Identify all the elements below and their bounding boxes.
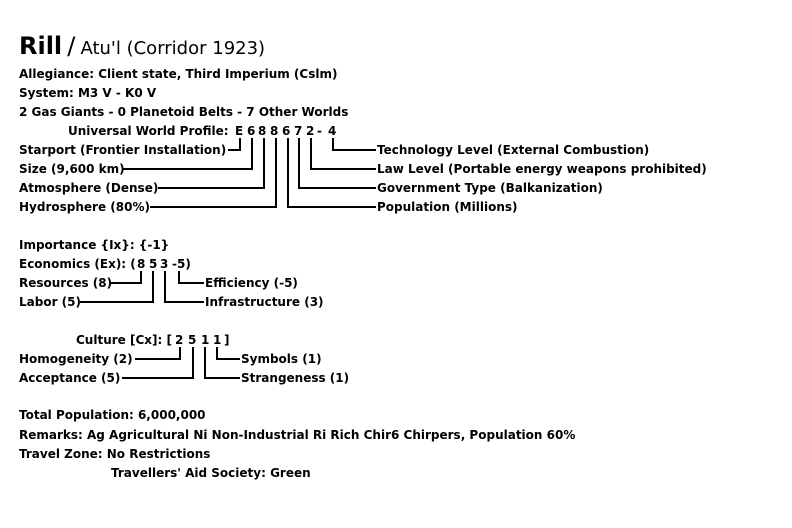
strangeness-connector — [205, 348, 239, 378]
uwp-atmosphere-code: 8 — [258, 124, 267, 138]
starport-connector — [229, 139, 240, 150]
allegiance: Allegiance: Client state, Third Imperium (Cslm) — [19, 67, 338, 81]
size-label: Size (9,600 km) — [19, 162, 125, 176]
labor-connector — [81, 272, 153, 302]
economics-resources-code: 8 — [137, 257, 146, 271]
uwp-government-code: 7 — [294, 124, 303, 138]
infrastructure-label: Infrastructure (3) — [205, 295, 324, 309]
uwp-label: Universal World Profile: — [68, 124, 229, 138]
law-level-connector — [311, 139, 375, 169]
economics-infrastructure-code: 3 — [160, 257, 169, 271]
acceptance-label: Acceptance (5) — [19, 371, 121, 385]
culture-close-bracket: ] — [224, 333, 230, 347]
law-level-label: Law Level (Portable energy weapons prohibited) — [377, 162, 707, 176]
atmosphere-connector — [159, 139, 264, 188]
culture-symbols-code: 1 — [213, 333, 222, 347]
hydrosphere-label: Hydrosphere (80%) — [19, 200, 150, 214]
atmosphere-label: Atmosphere (Dense) — [19, 181, 159, 195]
uwp-law-code: 2 — [306, 124, 315, 138]
economics-labor-code: 5 — [149, 257, 158, 271]
efficiency-connector — [179, 272, 203, 283]
starport-label: Starport (Frontier Installation) — [19, 143, 227, 157]
efficiency-label: Efficiency (-5) — [205, 276, 298, 290]
world-name: Rill — [19, 32, 63, 60]
culture-acceptance-code: 5 — [188, 333, 197, 347]
economics-efficiency-code: -5) — [172, 257, 191, 271]
system-bodies: 2 Gas Giants - 0 Planetoid Belts - 7 Other Worlds — [19, 105, 349, 119]
population-label: Population (Millions) — [377, 200, 518, 214]
hydrosphere-connector — [151, 139, 276, 207]
world-subtitle: Atu'l (Corridor 1923) — [80, 38, 266, 59]
travellers-aid-society: Travellers' Aid Society: Green — [111, 466, 311, 480]
tech-level-connector — [333, 139, 375, 150]
acceptance-connector — [123, 348, 193, 378]
culture-homogeneity-code: 2 — [175, 333, 184, 347]
infrastructure-connector — [165, 272, 203, 302]
uwp-dash: - — [317, 124, 322, 138]
labor-label: Labor (5) — [19, 295, 81, 309]
symbols-connector — [217, 348, 239, 359]
homogeneity-connector — [136, 348, 180, 359]
symbols-label: Symbols (1) — [241, 352, 322, 366]
title-separator: / — [67, 32, 76, 60]
uwp-tech-code: 4 — [328, 124, 337, 138]
travel-zone: Travel Zone: No Restrictions — [19, 447, 211, 461]
uwp-starport-code: E — [235, 124, 244, 138]
uwp-hydrosphere-code: 8 — [270, 124, 279, 138]
uwp-size-code: 6 — [247, 124, 256, 138]
total-population: Total Population: 6,000,000 — [19, 408, 206, 422]
economics-label: Economics (Ex): ( — [19, 257, 136, 271]
strangeness-label: Strangeness (1) — [241, 371, 350, 385]
system: System: M3 V - K0 V — [19, 86, 157, 100]
government-label: Government Type (Balkanization) — [377, 181, 603, 195]
culture-strangeness-code: 1 — [201, 333, 210, 347]
resources-connector — [111, 272, 141, 283]
uwp-population-code: 6 — [282, 124, 291, 138]
size-connector — [123, 139, 252, 169]
importance: Importance {Ix}: {-1} — [19, 238, 170, 252]
resources-label: Resources (8) — [19, 276, 113, 290]
remarks: Remarks: Ag Agricultural Ni Non-Industrial Ri Rich Chir6 Chirpers, Population 60% — [19, 428, 576, 442]
tech-level-label: Technology Level (External Combustion) — [377, 143, 650, 157]
culture-label: Culture [Cx]: [ — [76, 333, 172, 347]
homogeneity-label: Homogeneity (2) — [19, 352, 133, 366]
